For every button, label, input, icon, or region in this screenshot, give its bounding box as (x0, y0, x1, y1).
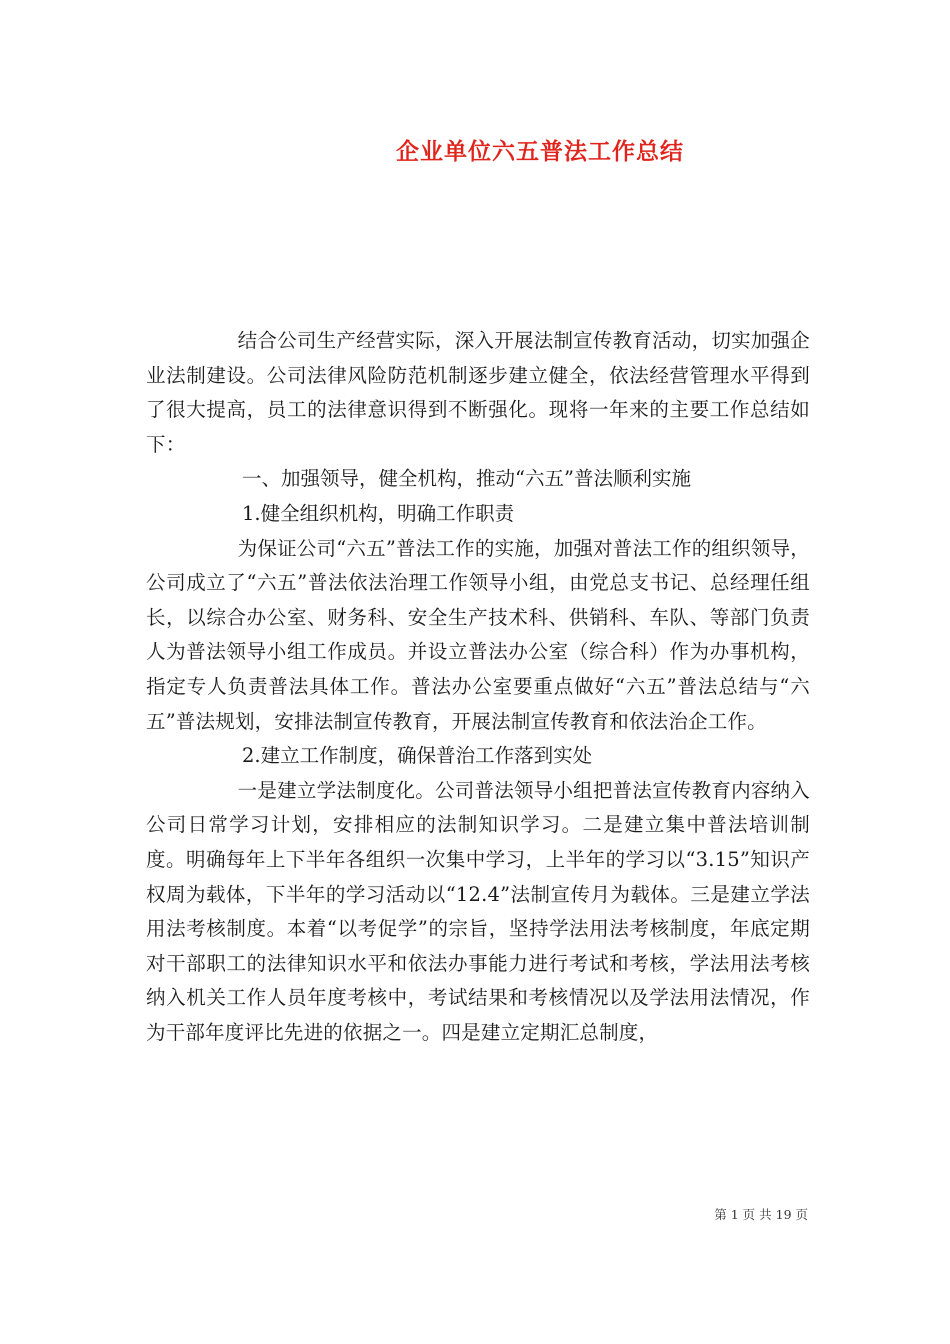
page-title: 企业单位六五普法工作总结 (396, 138, 684, 165)
page-number: 第 1 页 共 19 页 (714, 1207, 808, 1222)
subsection-paragraph-1: 为保证公司“六五”普法工作的实施，加强对普法工作的组织领导，公司成立了“六五”普法依法治理工作领导小组，由党总支书记、总经理任组长，以综合办公室、财务科、安全生产技术科、供销科、车队、等部门负责人为普法领导小组工作成员。并设立普法办公室（综合科）作为办事机构，指定专人负责普法具体工作。普法办公室要重点做好“六五”普法总结与“六五”普法规划，安排法制宣传教育，开展法制宣传教育和依法治企工作。 (146, 536, 810, 733)
subsection-paragraph-2: 一是建立学法制度化。公司普法领导小组把普法宣传教育内容纳入公司日常学习计划，安排相应的法制知识学习。二是建立集中普法培训制度。明确每年上下半年各组织一次集中学习，上半年的学习以“3.15”知识产权周为载体，下半年的学习活动以“12.4”法制宣传月为载体。三是建立学法用法考核制度。本着“以考促学”的宗旨，坚持学法用法考核制度，年底定期对干部职工的法律知识水平和依法办事能力进行考试和考核，学法用法考核纳入机关工作人员年度考核中，考试结果和考核情况以及学法用法情况，作为干部年度评比先进的依据之一。四是建立定期汇总制度， (146, 778, 810, 1044)
intro-paragraph: 结合公司生产经营实际，深入开展法制宣传教育活动，切实加强企业法制建设。公司法律风险防范机制逐步建立健全，依法经营管理水平得到了很大提高，员工的法律意识得到不断强化。现将一年来的主要工作总结如下： (146, 329, 810, 456)
document-body (146, 324, 810, 1050)
subsection-heading-1: 1.健全组织机构，明确工作职责 (242, 501, 515, 525)
section-heading-1: 一、加强领导，健全机构，推动“六五”普法顺利实施 (242, 467, 691, 491)
subsection-heading-2: 2.建立工作制度，确保普治工作落到实处 (242, 744, 593, 768)
